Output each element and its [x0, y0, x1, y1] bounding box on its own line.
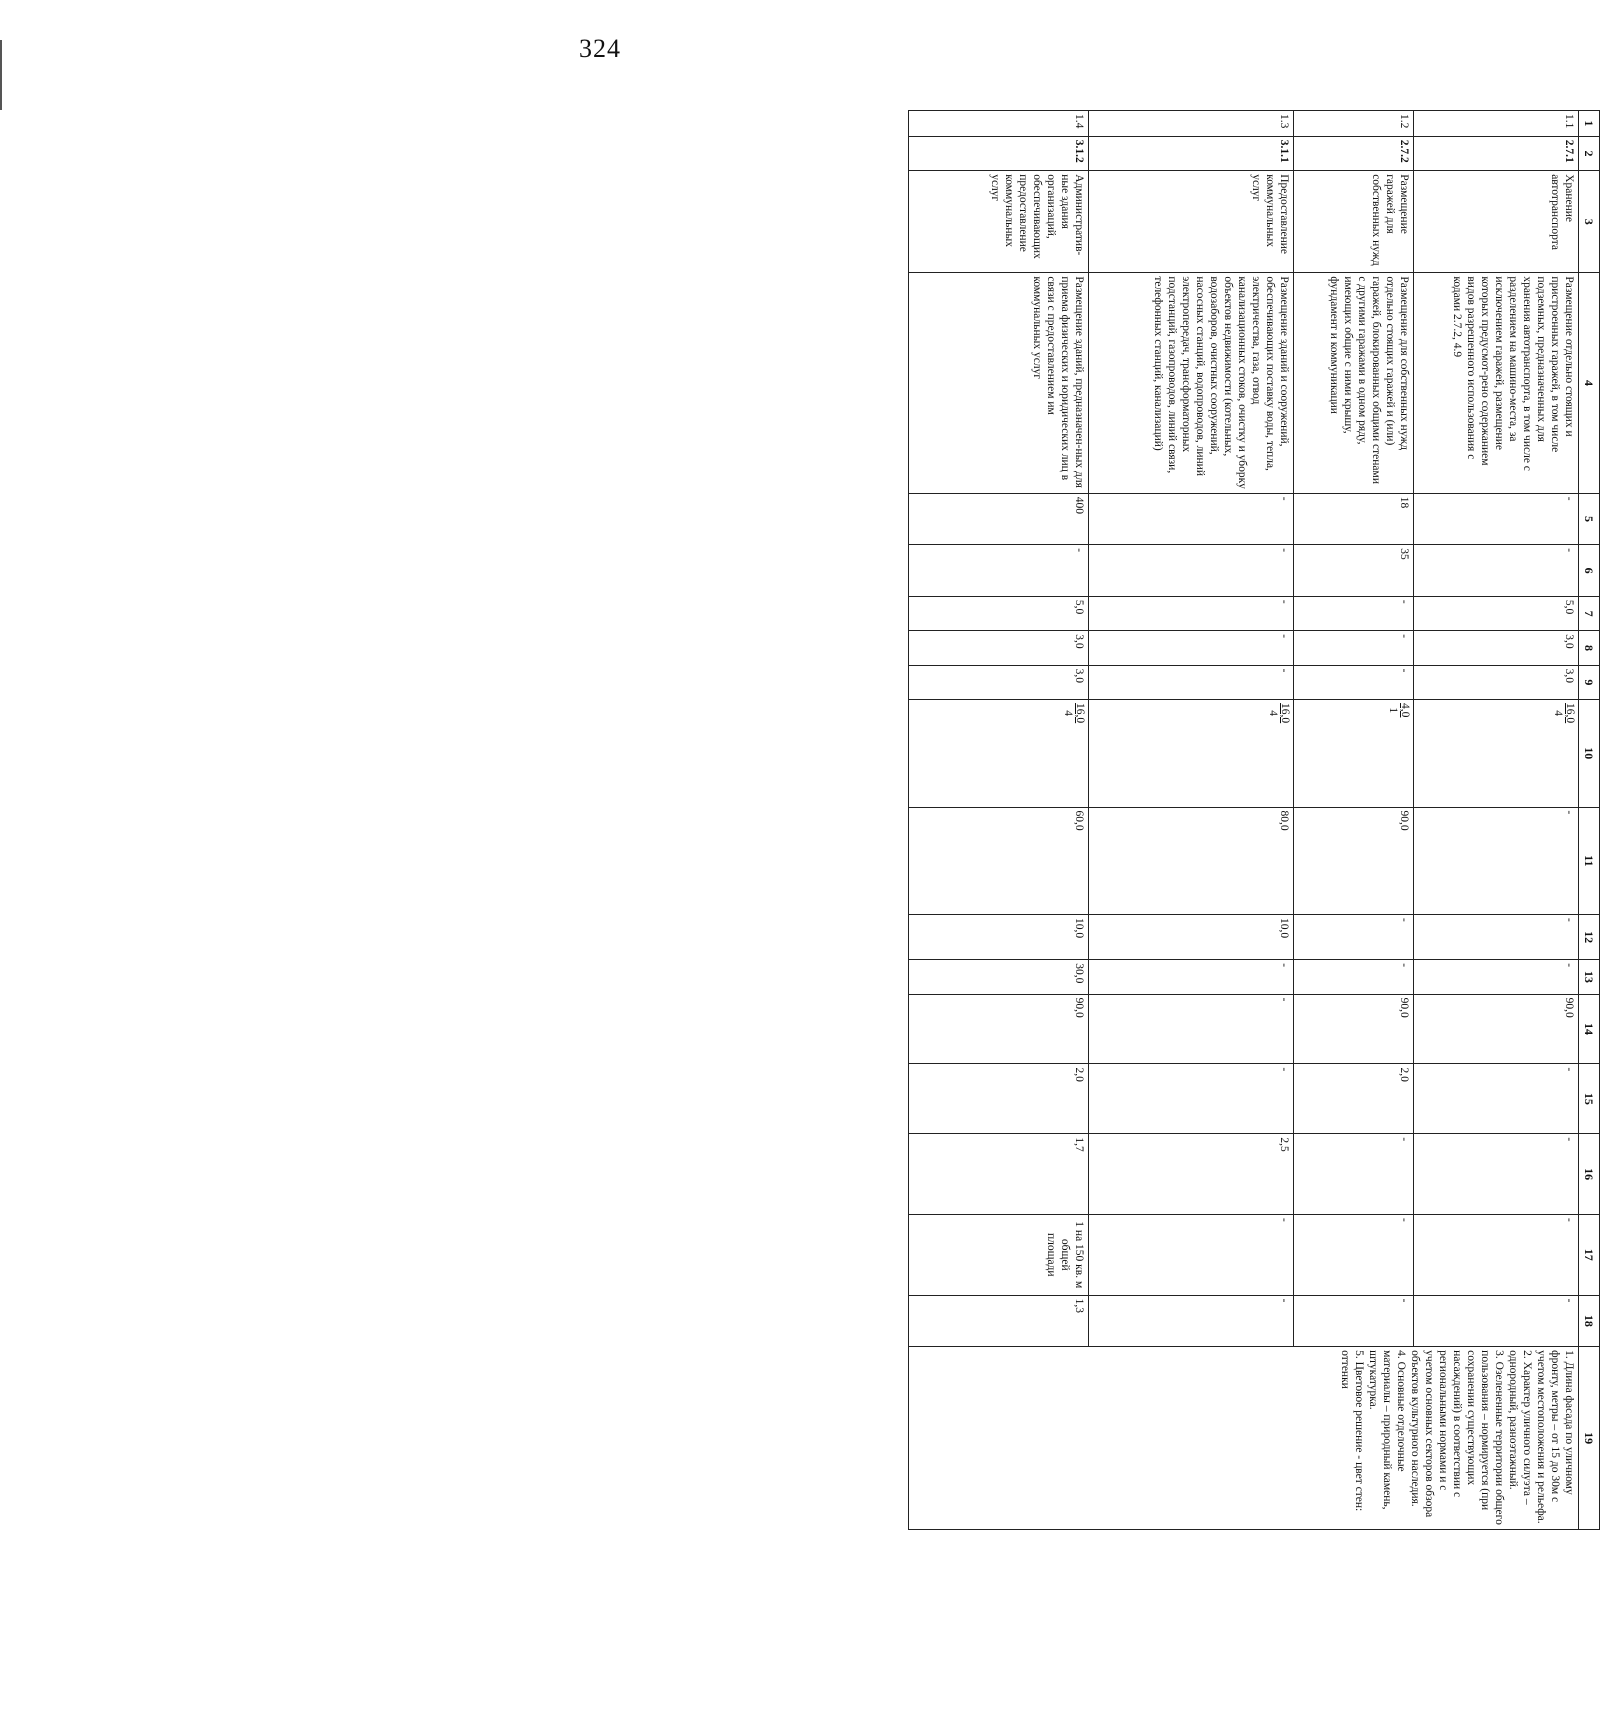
cell-14: 90,0	[1414, 994, 1579, 1064]
cell-17: -	[1414, 1214, 1579, 1295]
use-description: Размещение зданий, предназначен-ных для приема физических и юридических лиц в связи с предоставлением им коммунальных услуг	[909, 273, 1089, 493]
cell-10	[1414, 700, 1579, 808]
table-row	[1294, 111, 1414, 1530]
cell-9: 3,0	[1414, 665, 1579, 699]
header-cell: 4	[1579, 273, 1600, 493]
floors-fraction	[1062, 703, 1086, 723]
header-cell: 10	[1579, 700, 1600, 808]
floors-fraction	[1552, 703, 1576, 723]
table-row	[1414, 111, 1579, 1530]
cell-15: -	[1089, 1064, 1294, 1134]
fraction-numerator: 16,0	[1564, 703, 1576, 724]
cell-17: 1 на 150 кв. м общей площади	[909, 1214, 1089, 1295]
use-name: Хранение автотранспорта	[1414, 171, 1579, 273]
row-number: 1.2	[1294, 111, 1414, 137]
cell-12: 10,0	[1089, 915, 1294, 960]
use-description: Размещение для собственных нужд отдельно стоящих гаражей и (или) гаражей, блокированных общими стенами с другими гаражами в одном ряду, имеющих общие с ними крышу, фундамент и коммуникации	[1294, 273, 1414, 493]
header-cell: 19	[1579, 1347, 1600, 1530]
cell-16: -	[1294, 1134, 1414, 1215]
header-cell: 15	[1579, 1064, 1600, 1134]
use-code: 2.7.1	[1414, 136, 1579, 170]
cell-12: -	[1414, 915, 1579, 960]
header-cell: 2	[1579, 136, 1600, 170]
use-code: 3.1.1	[1089, 136, 1294, 170]
cell-8: -	[1089, 631, 1294, 665]
cell-15: 2,0	[1294, 1064, 1414, 1134]
cell-11: 80,0	[1089, 807, 1294, 915]
cell-8: 3,0	[1414, 631, 1579, 665]
header-cell: 11	[1579, 807, 1600, 915]
cell-13: -	[1414, 960, 1579, 994]
cell-6: 35	[1294, 545, 1414, 597]
cell-12: -	[1294, 915, 1414, 960]
cell-13: -	[1294, 960, 1414, 994]
fraction-numerator: 16,0	[1074, 703, 1086, 724]
cell-10	[909, 700, 1089, 808]
header-cell: 12	[1579, 915, 1600, 960]
cell-14: 90,0	[1294, 994, 1414, 1064]
page-number: 324	[579, 34, 621, 63]
cell-6: -	[1089, 545, 1294, 597]
cell-5: -	[1414, 493, 1579, 545]
cell-9: -	[1089, 665, 1294, 699]
cell-12: 10,0	[909, 915, 1089, 960]
cell-11: 90,0	[1294, 807, 1414, 915]
use-code: 2.7.2	[1294, 136, 1414, 170]
header-row	[1579, 111, 1600, 1530]
header-cell: 8	[1579, 631, 1600, 665]
cell-13: 30,0	[909, 960, 1089, 994]
cell-18: -	[1089, 1295, 1294, 1347]
use-description: Размещение отдельно стоящих и пристроенных гаражей, в том числе подземных, предназначенных для хранения автотранспорта, в том числе с разделением на машино-места, за исключением гаражей, размещение которых предусмот-рено содержанием видов разрешенного использования с кодами 2.7.2, 4.9	[1414, 273, 1579, 493]
cell-11: -	[1414, 807, 1579, 915]
cell-8: -	[1294, 631, 1414, 665]
header-cell: 17	[1579, 1214, 1600, 1295]
header-cell: 5	[1579, 493, 1600, 545]
header-cell: 13	[1579, 960, 1600, 994]
cell-10	[1294, 700, 1414, 808]
cell-6: -	[909, 545, 1089, 597]
cell-17: -	[1089, 1214, 1294, 1295]
use-description: Размещение зданий и сооружений, обеспечивающих поставку воды, тепла, электричества, газа, отвод канализационных стоков, очистку и уборку объектов недвижимости (котельных, водозаборов, очистных сооружений, насосных станций, водопроводов, линий электропередач, трансформаторных подстанций, газопроводов, линий связи, телефонных станций, канализаций)	[1089, 273, 1294, 493]
use-name: Предоставление коммунальных услуг	[1089, 171, 1294, 273]
use-name: Административ-ные здания организаций, обеспечивающих предоставление коммунальных услуг	[909, 171, 1089, 273]
cell-7: 5,0	[1414, 596, 1579, 630]
table-row	[1089, 111, 1294, 1530]
use-name: Размещение гаражей для собственных нужд	[1294, 171, 1414, 273]
cell-16: 1,7	[909, 1134, 1089, 1215]
architectural-requirements: 1. Длина фасада по уличному фронту, метры – от 15 до 30м с учетом местоположения и рельефа. 2. Характер уличного силуэта – однородный, разноэтажный. 3. Озелененные территории общего пользования – нормируется (при сохранении существующих насаждений) в соответствии с региональными нормами и с учетом основных секторов обзора объектов культурного наследия. 4. Основные отделочные материалы – природный камень, штукатурка. 5. Цветовое решение - цвет стен: оттенки	[909, 1347, 1579, 1530]
land-use-regulations-table	[908, 110, 1600, 1530]
header-cell: 7	[1579, 596, 1600, 630]
cell-18: 1,3	[909, 1295, 1089, 1347]
fraction-numerator: 16,0	[1279, 703, 1291, 724]
header-cell: 1	[1579, 111, 1600, 137]
cell-10	[1089, 700, 1294, 808]
row-number: 1.4	[909, 111, 1089, 137]
header-cell: 18	[1579, 1295, 1600, 1347]
cell-16: -	[1414, 1134, 1579, 1215]
fraction-numerator: 4,0	[1399, 703, 1411, 718]
cell-5: -	[1089, 493, 1294, 545]
row-number: 1.3	[1089, 111, 1294, 137]
fraction-denominator: 1	[1386, 707, 1399, 714]
header-cell: 9	[1579, 665, 1600, 699]
cell-9: 3,0	[909, 665, 1089, 699]
cell-11: 60,0	[909, 807, 1089, 915]
use-code: 3.1.2	[909, 136, 1089, 170]
cell-14: -	[1089, 994, 1294, 1064]
fraction-denominator: 4	[1551, 710, 1564, 716]
cell-5: 18	[1294, 493, 1414, 545]
cell-18: -	[1414, 1295, 1579, 1347]
floors-fraction	[1387, 703, 1411, 717]
row-number: 1.1	[1414, 111, 1579, 137]
cell-7: -	[1294, 596, 1414, 630]
rotated-table-wrapper	[910, 110, 1600, 1530]
cell-15: -	[1414, 1064, 1579, 1134]
floors-fraction	[1267, 703, 1291, 723]
header-cell: 3	[1579, 171, 1600, 273]
cell-17: -	[1294, 1214, 1414, 1295]
cell-13: -	[1089, 960, 1294, 994]
fraction-denominator: 4	[1061, 710, 1074, 716]
cell-9: -	[1294, 665, 1414, 699]
fraction-denominator: 4	[1266, 710, 1279, 716]
cell-18: -	[1294, 1295, 1414, 1347]
cell-8: 3,0	[909, 631, 1089, 665]
cell-6: -	[1414, 545, 1579, 597]
cell-14: 90,0	[909, 994, 1089, 1064]
table-row	[909, 111, 1089, 1530]
cell-7: 5,0	[909, 596, 1089, 630]
cell-5: 400	[909, 493, 1089, 545]
cell-16: 2,5	[1089, 1134, 1294, 1215]
cell-15: 2,0	[909, 1064, 1089, 1134]
header-cell: 14	[1579, 994, 1600, 1064]
header-cell: 16	[1579, 1134, 1600, 1215]
header-cell: 6	[1579, 545, 1600, 597]
cell-7: -	[1089, 596, 1294, 630]
